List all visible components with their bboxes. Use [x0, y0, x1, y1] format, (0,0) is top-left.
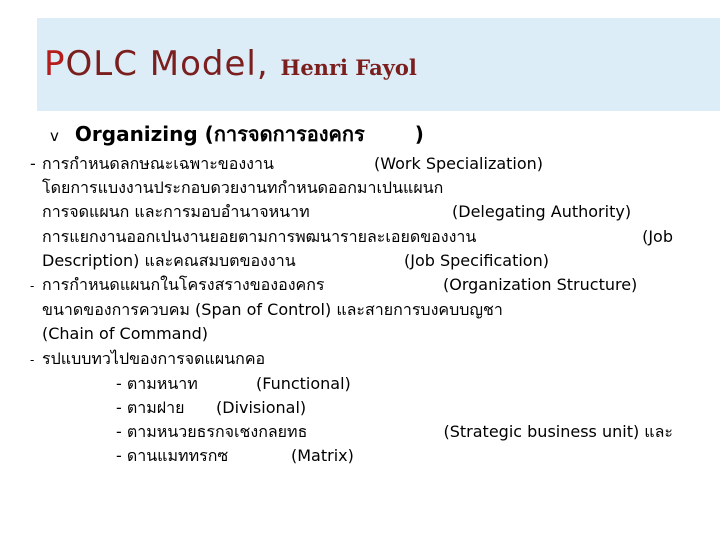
list-item-en: (Divisional): [216, 398, 307, 418]
title-sub: Henri Fayol: [280, 55, 417, 80]
list-item-en: (Matrix): [291, 446, 354, 466]
title-main: OLC Model,: [65, 44, 269, 84]
p1-line3-text: การจดแผนก และการมอบอำนาจหนาท: [42, 202, 310, 222]
list-item: [30, 396, 690, 420]
list-item-text: - ดานแมททรกซ: [116, 446, 229, 466]
p2-line1-text: การกำหนดแผนกในโครงสรางขององคกร: [42, 275, 325, 295]
p2-line2: ขนาดของการควบคม (Span of Control) และสายการบงคบบญชา: [42, 300, 503, 320]
p2-line1: [30, 273, 690, 298]
p1-line4-end: (Job: [642, 226, 673, 246]
p1-line5-text: Description) และคณสมบตของงาน: [42, 250, 296, 270]
slide-body: [30, 152, 690, 469]
heading-text: Organizing (การจดการองคกร: [74, 122, 365, 146]
p1-line5-en: (Job Specification): [404, 250, 549, 270]
p1-line1-text: การกำหนดลกษณะเฉพาะของงาน: [42, 154, 274, 173]
section-heading: [50, 121, 424, 149]
diamond-bullet-icon: v: [50, 127, 59, 145]
list-item: [30, 444, 690, 468]
list-item-text: - ตามฝาย: [116, 398, 185, 418]
p1-line2: โดยการแบงงานประกอบดวยงานทกำหนดออกมาเปนแผนก: [42, 178, 444, 198]
p1-line3-en: (Delegating Authority): [452, 202, 632, 222]
p1-line5: [30, 249, 690, 273]
heading-close: ): [414, 122, 424, 146]
p2-line1-en: (Organization Structure): [443, 275, 638, 295]
dash-bullet: -: [30, 279, 35, 294]
list-item-text: - ตามหนาท: [116, 373, 198, 393]
list-item: [30, 420, 690, 444]
p1-line3: [30, 200, 690, 224]
list-item: [30, 372, 690, 396]
p3-line1: [30, 347, 690, 372]
p1-line4: [30, 225, 690, 249]
p3-line1-text: รปแบบทวไปของการจดแผนกคอ: [42, 348, 266, 368]
dash-bullet: -: [30, 154, 36, 173]
dash-bullet: -: [30, 352, 35, 367]
p2-line3: (Chain of Command): [42, 324, 209, 344]
list-item-text: - ตามหนวยธรกจเชงกลยทธ: [116, 422, 308, 442]
list-item-en: (Strategic business unit) และ: [443, 422, 673, 442]
p1-line4-text: การแยกงานออกเปนงานยอยตามการพฒนารายละเอยดของงาน: [42, 226, 477, 246]
p1-line1: [30, 152, 690, 176]
slide-title: POLC Model, Henri Fayol: [44, 44, 417, 84]
list-item-en: (Functional): [256, 373, 351, 393]
p1-line1-en: (Work Specialization): [374, 154, 544, 173]
